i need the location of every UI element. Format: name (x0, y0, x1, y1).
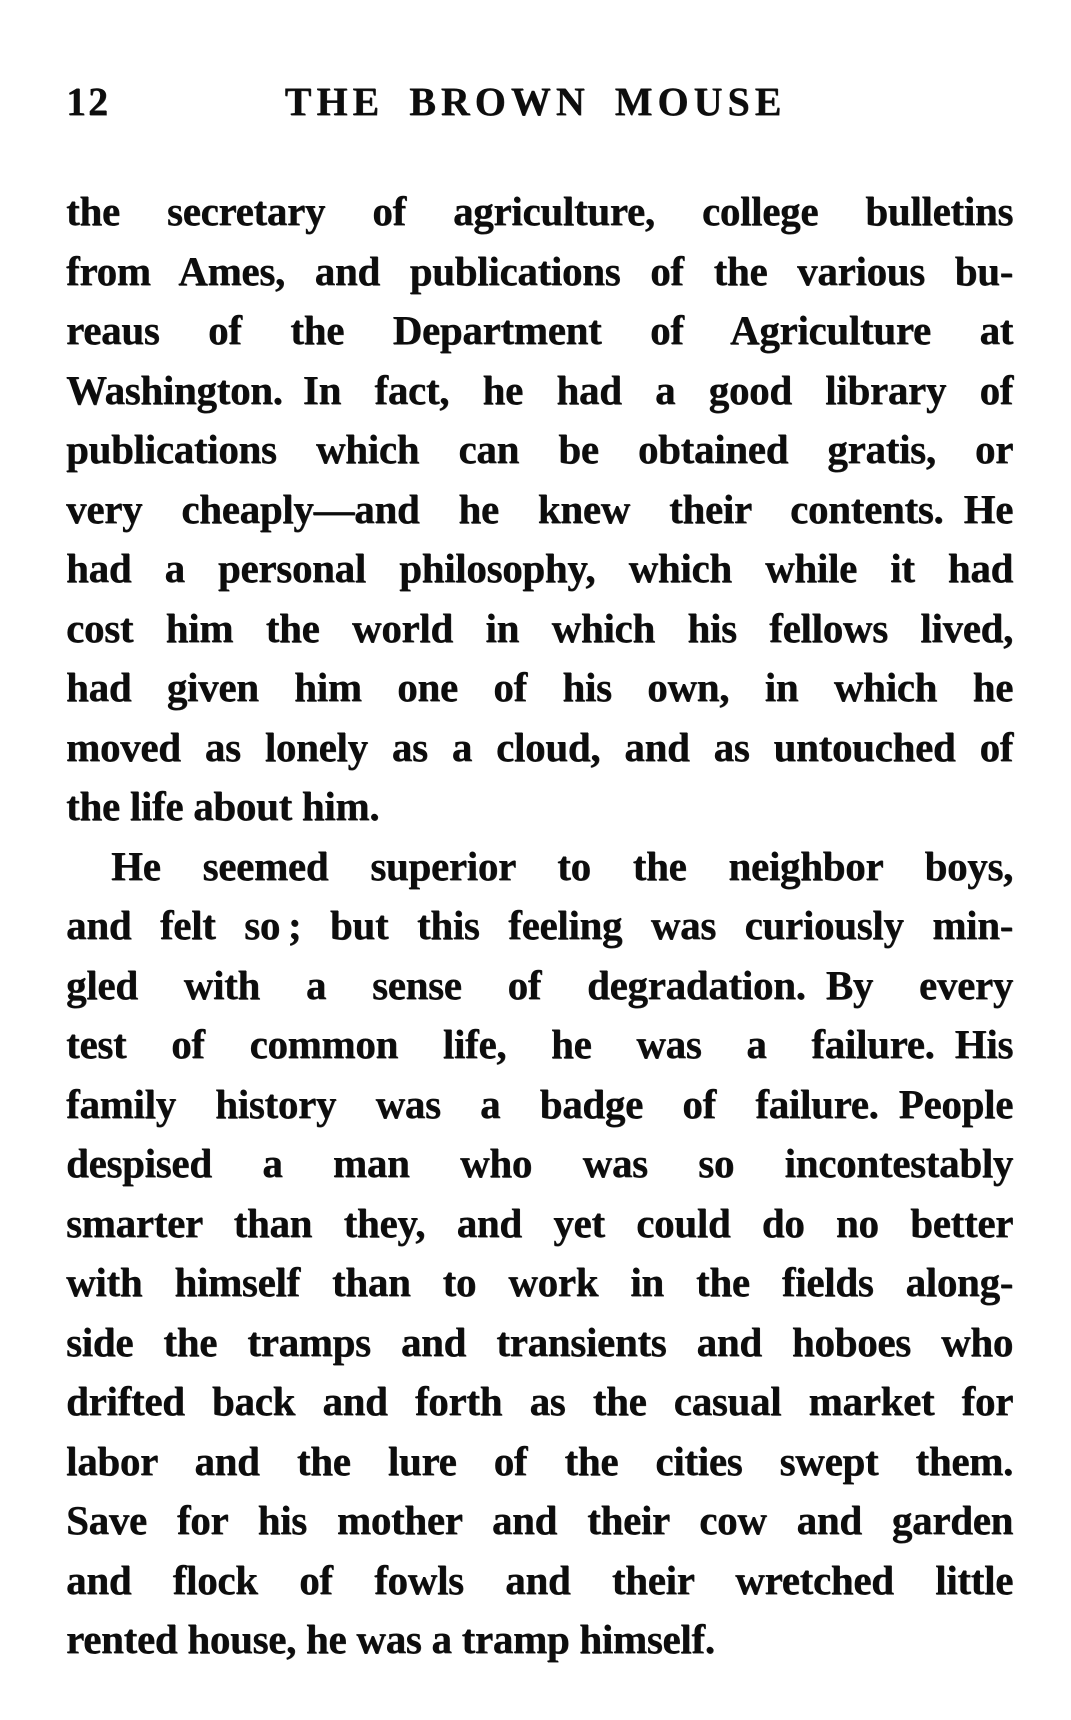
text-line: rented house, he was a tramp himself. (66, 1616, 715, 1662)
page-body (66, 182, 1013, 1670)
page-header (0, 79, 1071, 125)
text-line: smarter than they, and yet could do no better (66, 1199, 1013, 1246)
text-line: and felt so ; but this feeling was curiously min- (66, 902, 1013, 948)
text-line: the secretary of agriculture, college bulletins (66, 188, 1013, 234)
text-line: the life about him. (66, 783, 380, 829)
text-line: He seemed superior to the neighbor boys, (111, 842, 1013, 889)
text-line: very cheaply—and he knew their contents. He (66, 485, 1013, 532)
text-line: with himself than to work in the fields along- (66, 1259, 1013, 1305)
text-line: had given him one of his own, in which he (66, 664, 1013, 710)
text-line: from Ames, and publications of the various bu- (66, 247, 1013, 294)
text-line: cost him the world in which his fellows lived, (66, 604, 1013, 651)
text-line: side the tramps and transients and hoboes who (66, 1318, 1013, 1365)
text-line: publications which can be obtained gratis, or (66, 426, 1013, 472)
text-line: had a personal philosophy, which while it had (66, 545, 1013, 591)
text-line: gled with a sense of degradation. By every (66, 961, 1013, 1008)
text-line: reaus of the Department of Agriculture at (66, 307, 1013, 353)
running-title: THE BROWN MOUSE (284, 79, 787, 124)
text-line: and flock of fowls and their wretched little (66, 1556, 1013, 1603)
text-line: drifted back and forth as the casual market for (66, 1378, 1013, 1424)
text-line: test of common life, he was a failure. His (66, 1021, 1013, 1067)
text-line: labor and the lure of the cities swept them. (66, 1437, 1013, 1484)
text-line: Save for his mother and their cow and garden (66, 1497, 1013, 1543)
text-line: Washington. In fact, he had a good library of (66, 366, 1013, 413)
text-line: despised a man who was so incontestably (66, 1140, 1013, 1186)
page-number: 12 (66, 79, 110, 124)
text-line: family history was a badge of failure. People (66, 1080, 1013, 1127)
text-line: moved as lonely as a cloud, and as untouched of (66, 723, 1013, 770)
